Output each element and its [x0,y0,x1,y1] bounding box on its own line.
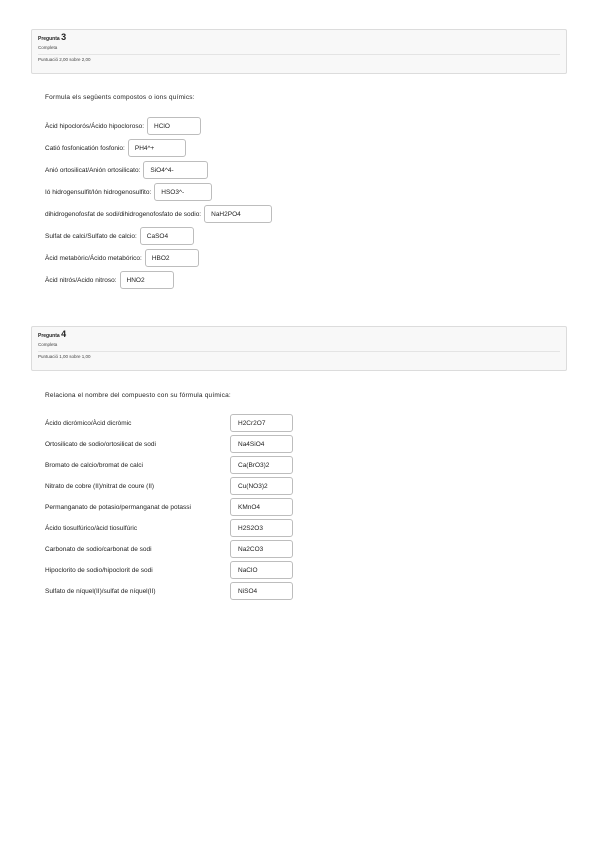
answer-select[interactable]: H2Cr2O7 [230,414,293,432]
answer-field[interactable]: HClO [147,117,201,135]
question-3-prompt: Formula els següents compostos o ions químics: [45,94,195,101]
q3-row [45,205,272,223]
q3-row-label: Sulfat de calci/Sulfato de calcio: [45,232,137,240]
question-number: 3 [61,32,67,42]
answer-select[interactable]: NiSO4 [230,582,293,600]
q3-row [45,249,199,267]
answer-field[interactable]: HBO2 [145,249,199,267]
question-4-title [38,330,560,341]
q4-row [45,476,300,496]
answer-field[interactable]: SiO4^4- [143,161,208,179]
q3-row-label: Anió ortosilicat/Anión ortosilicato: [45,166,141,174]
answer-select[interactable]: KMnO4 [230,498,293,516]
question-label: Pregunta [38,36,60,42]
question-state: Completa [38,342,58,347]
q3-row [45,139,186,157]
q3-row-label: Catió fosfonicatión fosfonio: [45,144,125,152]
q3-row-label: Àcid hipoclorós/Ácido hipocloroso: [45,122,144,130]
q4-row [45,497,300,517]
q4-row [45,455,300,475]
answer-field[interactable]: HNO2 [120,271,174,289]
q4-row-label: Permanganato de potasio/permanganat de potassi [45,503,191,511]
answer-select[interactable]: Ca(BrO3)2 [230,456,293,474]
answer-field[interactable]: NaH2PO4 [204,205,272,223]
q4-row [45,413,300,433]
q4-row [45,539,300,559]
q4-row [45,434,300,454]
q4-row-label: Ácido dicrómico/Àcid dicròmic [45,419,132,427]
question-label: Pregunta [38,333,60,339]
answer-field[interactable]: CaSO4 [140,227,194,245]
answer-select[interactable]: Cu(NO3)2 [230,477,293,495]
answer-field[interactable]: PH4^+ [128,139,186,157]
answer-select[interactable]: H2S2O3 [230,519,293,537]
q3-row [45,227,194,245]
q3-row [45,271,174,289]
q3-row-label: Àcid metabòric/Ácido metabórico: [45,254,142,262]
question-grade: Puntuació 1,00 sobre 1,00 [38,351,560,361]
question-grade: Puntuació 2,00 sobre 2,00 [38,54,560,64]
q4-row [45,581,300,601]
q3-row [45,117,201,135]
q4-row-label: Carbonato de sodio/carbonat de sodi [45,545,152,553]
question-state: Completa [38,45,58,50]
q3-row-label: dihidrogenofosfat de sodi/dihidrogenofosfato de sodio: [45,210,202,218]
q4-row-label: Hipoclorito de sodio/hipoclorit de sodi [45,566,153,574]
question-3-title [38,33,560,44]
question-4-prompt: Relaciona el nombre del compuesto con su fórmula química: [45,392,231,399]
q4-row-label: Bromato de calcio/bromat de calci [45,461,143,469]
question-4-info [31,326,567,371]
answer-field[interactable]: HSO3^- [154,183,212,201]
q3-row-label: Àcid nitrós/Acido nitroso: [45,276,117,284]
q4-row [45,518,300,538]
q4-row-label: Sulfato de níquel(II)/sulfat de níquel(II) [45,587,156,595]
answer-select[interactable]: Na4SiO4 [230,435,293,453]
question-3-info [31,29,567,74]
answer-select[interactable]: Na2CO3 [230,540,293,558]
q4-row [45,560,300,580]
q3-row [45,161,208,179]
q3-row [45,183,212,201]
q3-row-label: Ió hidrogensulfit/Ión hidrogenosulfito: [45,188,152,196]
answer-select[interactable]: NaClO [230,561,293,579]
question-number: 4 [61,329,67,339]
q4-row-label: Nitrato de cobre (II)/nitrat de coure (II) [45,482,155,490]
q4-row-label: Ácido tiosulfúrico/àcid tiosulfúric [45,524,138,532]
q4-row-label: Ortosilicato de sodio/ortosilicat de sodi [45,440,156,448]
